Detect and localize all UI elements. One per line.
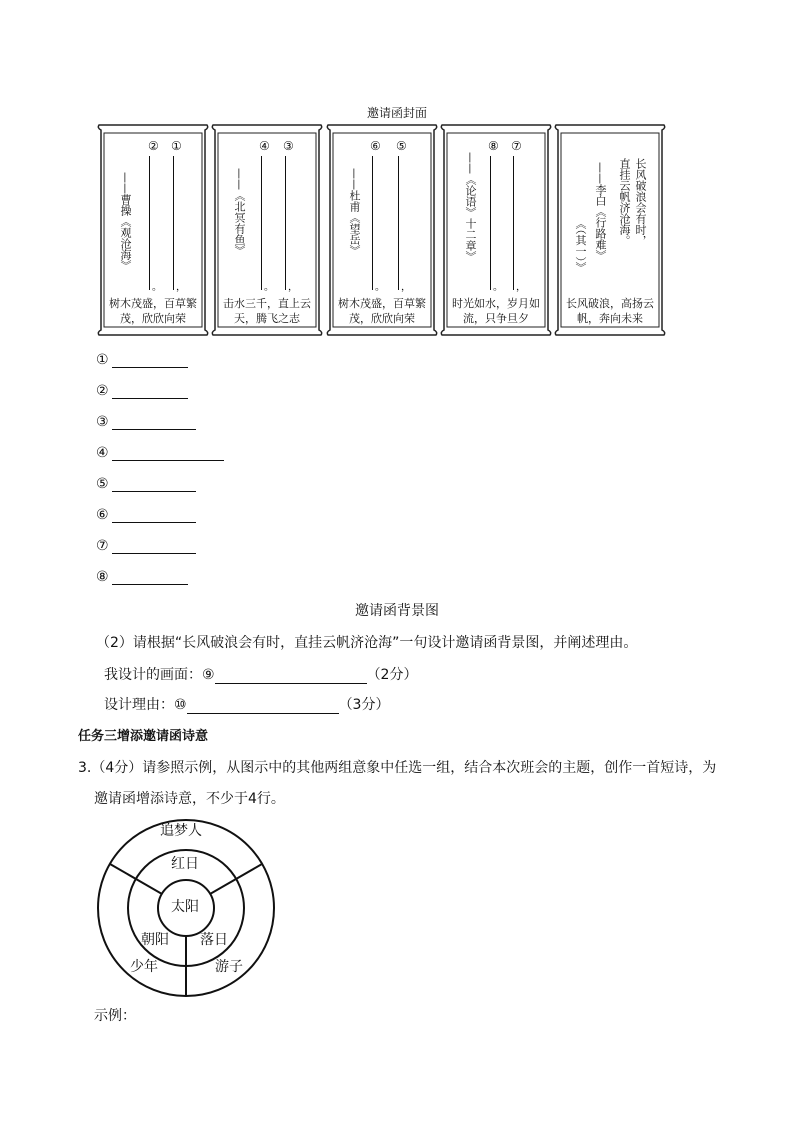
card-caption: 长风破浪，高扬云帆，奔向未来 [566, 297, 654, 325]
task-3-title: 任务三增添邀请函诗意 [78, 729, 209, 744]
answer-number: ③ [96, 414, 109, 430]
blank-line [261, 156, 262, 290]
reason-row [104, 694, 389, 714]
card-number: ⑥ [370, 139, 381, 153]
answer-blank[interactable] [112, 508, 196, 523]
blank-mark: 。 [152, 282, 162, 293]
question-3-line-1: 3.（4分）请参照示例，从图示中的其他两组意象中任选一组，结合本次班会的主题，创作一首短诗，为 [78, 760, 717, 776]
card-number: ⑤ [396, 139, 407, 153]
upper-label: 红日 [171, 856, 199, 872]
answer-row [96, 352, 188, 372]
card-number: ⑦ [511, 139, 522, 153]
answer-number: ⑦ [96, 538, 109, 554]
blank-line [398, 156, 399, 290]
blank-mark: ， [516, 282, 526, 293]
blank-mark: 。 [493, 282, 503, 293]
card-attribution: ——《论语》十二章》 [464, 152, 477, 262]
example-label: 示例： [94, 1008, 136, 1024]
blank-line [490, 156, 491, 290]
answer-blank[interactable] [112, 477, 196, 492]
outer-top-label: 追梦人 [160, 823, 202, 839]
card-caption: 击水三千，直上云天，腾飞之志 [223, 297, 311, 325]
blank-line [173, 156, 174, 290]
answer-blank[interactable] [112, 353, 188, 368]
card-quote-line: 长风破浪会有时， [634, 158, 647, 246]
card-number: ⑧ [488, 139, 499, 153]
card-attribution: ——曹操《观沧海》 [119, 172, 132, 271]
card-quote-line: 直挂云帆济沧海。 [618, 158, 631, 246]
reason-score: （3分） [338, 697, 390, 713]
answer-blank[interactable] [112, 446, 224, 461]
card-attribution: ——杜甫《望岳》 [348, 168, 361, 256]
background-title: 邀请函背景图 [355, 603, 439, 619]
center-label: 太阳 [171, 899, 199, 915]
card-attribution: ——《北冥有鱼》 [233, 168, 246, 256]
card-attribution: 《（其一）》 [574, 218, 587, 273]
answer-number: ① [96, 352, 109, 368]
blank-mark: ， [176, 282, 186, 293]
blank-line [513, 156, 514, 290]
card-attribution: ——李白《行路难》 [594, 162, 607, 261]
blank-mark: 。 [264, 282, 274, 293]
answer-row [96, 538, 196, 558]
answer-number: ⑤ [96, 476, 109, 492]
design-row [104, 664, 417, 684]
answer-number: ⑥ [96, 507, 109, 523]
blank-line [149, 156, 150, 290]
answer-row [96, 476, 196, 496]
card-caption: 树木茂盛，百草繁茂，欣欣向荣 [109, 297, 197, 325]
answer-row [96, 507, 196, 527]
blank-line [372, 156, 373, 290]
answer-row [96, 569, 188, 589]
card-number: ② [148, 139, 159, 153]
outer-right-label: 游子 [215, 959, 243, 975]
imagery-diagram [94, 816, 278, 1000]
reason-label: 设计理由：⑩ [104, 697, 187, 713]
answer-blank[interactable] [112, 539, 196, 554]
card-number: ① [171, 139, 182, 153]
answer-blank[interactable] [112, 570, 188, 585]
blank-mark: ， [401, 282, 411, 293]
design-score: （2分） [366, 667, 418, 683]
blank-mark: 。 [375, 282, 385, 293]
answer-row [96, 383, 188, 403]
cover-title: 邀请函封面 [366, 106, 427, 120]
answer-row [96, 445, 224, 465]
invitation-card-2 [209, 124, 325, 336]
design-label: 我设计的画面：⑨ [104, 667, 215, 683]
card-caption: 时光如水，岁月如流，只争旦夕 [452, 297, 540, 325]
invitation-card-4 [438, 124, 554, 336]
reason-answer-blank[interactable] [187, 699, 339, 714]
invitation-card-5 [552, 124, 668, 336]
question-3-line-2: 邀请函增添诗意，不少于4行。 [94, 791, 285, 807]
blank-line [285, 156, 286, 290]
lower-right-label: 落日 [200, 932, 228, 948]
question-2-text: （2）请根据“长风破浪会有时，直挂云帆济沧海”一句设计邀请函背景图，并阐述理由。 [96, 635, 638, 651]
answer-row [96, 414, 196, 434]
invitation-card-3 [324, 124, 440, 336]
answer-blank[interactable] [112, 415, 196, 430]
card-number: ④ [259, 139, 270, 153]
answer-number: ④ [96, 445, 109, 461]
outer-left-label: 少年 [130, 959, 158, 975]
card-caption: 树木茂盛，百草繁茂，欣欣向荣 [338, 297, 426, 325]
answer-number: ⑧ [96, 569, 109, 585]
answer-number: ② [96, 383, 109, 399]
blank-mark: ， [288, 282, 298, 293]
card-number: ③ [283, 139, 294, 153]
design-answer-blank[interactable] [215, 669, 367, 684]
answer-blank[interactable] [112, 384, 188, 399]
invitation-card-1 [95, 124, 211, 336]
lower-left-label: 朝阳 [141, 932, 169, 948]
